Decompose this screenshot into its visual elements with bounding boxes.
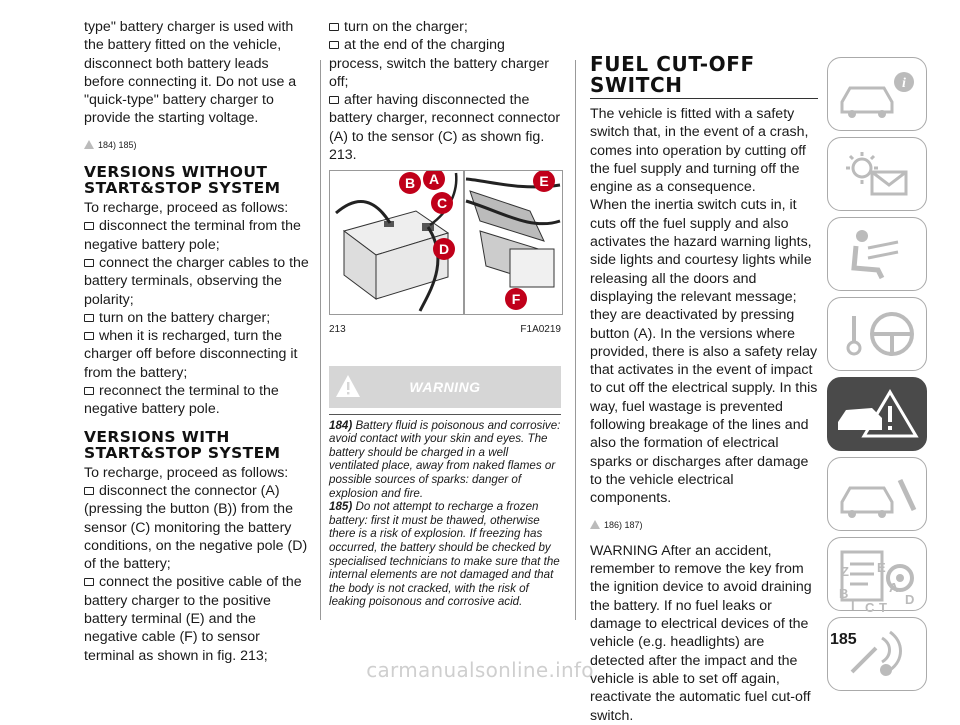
checkbox-bullet-icon bbox=[329, 41, 339, 49]
paragraph: WARNING After an accident, remember to remove the key from the ignition device to avoid draining the battery. If no fuel leaks or damage to electrical devices of the vehicle (e.g. headlights) are detected after the impact and the vehicle is able to set off again, reactivate the automatic fuel cut-off switch. bbox=[590, 542, 812, 724]
checkbox-bullet-icon bbox=[84, 387, 94, 395]
list-item bbox=[84, 482, 312, 573]
callout-d-label: D bbox=[438, 241, 450, 258]
index-letter: A bbox=[889, 580, 899, 595]
column-1 bbox=[84, 18, 312, 665]
figure-number: 213 bbox=[329, 324, 346, 336]
footer-watermark: carmanualsonline.info bbox=[366, 658, 594, 682]
paragraph: The vehicle is fitted with a safety switch that, in the event of a crash, comes into operation by cutting off the fuel supply and turning off the engine as a consequence. bbox=[590, 106, 809, 196]
steps-list-3 bbox=[329, 18, 561, 164]
warning-item bbox=[329, 419, 561, 501]
callout-b bbox=[399, 172, 421, 194]
list-item bbox=[329, 18, 561, 36]
callout-e-label: E bbox=[539, 173, 549, 190]
tab-warning-lights[interactable] bbox=[827, 137, 927, 211]
checkbox-bullet-icon bbox=[84, 259, 94, 267]
list-item-text: connect the charger cables to the battery terminals, observing the polarity; bbox=[84, 254, 309, 308]
checkbox-bullet-icon bbox=[84, 332, 94, 340]
index-letter: T bbox=[879, 600, 887, 615]
charger-clamps-drawing bbox=[466, 179, 560, 287]
steps-list-1 bbox=[84, 217, 312, 418]
callout-e bbox=[533, 171, 555, 192]
page-number: 185 bbox=[830, 631, 857, 648]
warning-refs-text: 184) 185) bbox=[98, 139, 137, 150]
column-divider bbox=[575, 60, 576, 620]
tab-index[interactable] bbox=[827, 560, 927, 615]
list-item-text: turn on the battery charger; bbox=[99, 309, 271, 326]
heading-text: FUEL CUT-OFF SWITCH bbox=[590, 54, 818, 99]
list-item bbox=[84, 254, 312, 309]
callout-a bbox=[423, 171, 445, 190]
callout-f-label: F bbox=[511, 291, 521, 308]
figure-code: F1A0219 bbox=[520, 324, 561, 336]
tab-key-steering[interactable] bbox=[827, 297, 927, 371]
column-2 bbox=[329, 18, 561, 609]
list-item bbox=[84, 327, 312, 382]
car-emergency-icon bbox=[828, 378, 927, 451]
car-info-icon bbox=[828, 58, 927, 131]
warning-references bbox=[84, 136, 312, 154]
tab-emergency[interactable] bbox=[827, 377, 927, 451]
list-item-text: reconnect the terminal to the negative battery pole. bbox=[84, 383, 279, 418]
warning-number: 185) bbox=[329, 500, 353, 514]
list-item bbox=[329, 36, 561, 91]
index-letter: B bbox=[839, 586, 849, 601]
seat-airbag-icon bbox=[828, 218, 927, 291]
section-heading-with-startstop: VERSIONS WITH START&STOP SYSTEM bbox=[84, 427, 281, 462]
checkbox-bullet-icon bbox=[329, 23, 339, 31]
tab-seats-airbag[interactable] bbox=[827, 217, 927, 291]
index-letter: I bbox=[851, 598, 855, 613]
checkbox-bullet-icon bbox=[84, 487, 94, 495]
warning-item-text: Battery fluid is poisonous and corrosive: avoid contact with your skin and eyes. The battery should be charged in a well ventilated place, away from naked flames or possible sources of sparks: danger of explosion and fire. bbox=[329, 418, 561, 500]
list-item-text: disconnect the connector (A) (pressing the button (B)) from the sensor (C) monitoring the battery conditions, on the negative pole (D) of the battery; bbox=[84, 482, 308, 573]
index-letter: E bbox=[877, 560, 886, 575]
list-item bbox=[84, 573, 312, 664]
callout-c-label: C bbox=[436, 195, 448, 212]
tab-car-info[interactable] bbox=[827, 57, 927, 131]
list-item bbox=[329, 91, 561, 164]
intro-paragraph: type" battery charger is used with the battery fitted on the vehicle, disconnect both battery leads before connecting it. Do not use a "quick-type" battery charger to provide the starting voltage. bbox=[84, 19, 297, 127]
warning-banner bbox=[329, 366, 561, 408]
figure-caption bbox=[329, 321, 561, 339]
paragraph: When the inertia switch cuts in, it cuts off the fuel supply and also activates the hazard warning lights, side lights and courtesy lights while releasing all the doors and displaying the relevant message; they are deactivated by pressing button (A). In the versions where provided, there is also a safety relay that activates in the event of impact to cut off the electrical supply. In this way, fuel wastage is prevented following breakage of the lines and also the formation of electrical sparks or discharges after damage to the vehicle electrical components. bbox=[590, 197, 818, 507]
index-letter: D bbox=[905, 592, 915, 607]
checkbox-bullet-icon bbox=[84, 314, 94, 322]
list-item bbox=[84, 382, 312, 419]
index-letter: C bbox=[865, 600, 875, 615]
warning-item-text: Do not attempt to recharge a frozen battery: first it must be thawed, otherwise there is a risk of explosion. If freezing has occurred, the battery should be checked by specialised technicians to make sure that the internal elements are not damaged and that the body is not cracked, with the risk of leaking poisonous and corrosive acid. bbox=[329, 500, 560, 609]
battery-figure bbox=[329, 170, 563, 315]
list-item bbox=[84, 217, 312, 254]
list-item-text: turn on the charger; bbox=[344, 19, 468, 35]
callout-a-label: A bbox=[428, 171, 440, 188]
tab-car-service[interactable] bbox=[827, 457, 927, 531]
car-service-icon bbox=[828, 458, 927, 531]
section-heading-fuel-cutoff bbox=[590, 54, 818, 99]
checkbox-bullet-icon bbox=[84, 222, 94, 230]
list-item-text: after having disconnected the battery charger, reconnect connector (A) to the sensor (C) as shown fig. 213. bbox=[329, 92, 561, 164]
callout-f bbox=[505, 288, 527, 310]
warning-item bbox=[329, 500, 561, 609]
list-item-text: disconnect the terminal from the negative battery pole; bbox=[84, 218, 301, 253]
svg-text:i: i bbox=[902, 76, 906, 91]
list-item-text: connect the positive cable of the battery charger to the positive battery terminal (E) and the negative cable (F) to sensor terminal as shown in fig. 213; bbox=[84, 574, 302, 664]
list-item bbox=[84, 309, 312, 327]
warning-triangle-icon bbox=[84, 140, 94, 149]
column-3 bbox=[590, 18, 818, 725]
checkbox-bullet-icon bbox=[329, 96, 339, 104]
column-divider bbox=[320, 60, 321, 620]
battery-illustration bbox=[330, 171, 562, 314]
list-item-text: when it is recharged, turn the charger off before disconnecting it from the battery; bbox=[84, 328, 298, 381]
section-heading-without-startstop: VERSIONS WITHOUT START&STOP SYSTEM bbox=[84, 163, 281, 198]
steps-list-2 bbox=[84, 482, 312, 665]
section-lead: To recharge, proceed as follows: bbox=[84, 200, 289, 217]
list-item-text: at the end of the charging process, switch the battery charger off; bbox=[329, 37, 550, 90]
callout-b-label: B bbox=[404, 175, 416, 192]
warning-triangle-icon bbox=[590, 520, 600, 529]
callout-d bbox=[433, 238, 455, 260]
index-letter: Z bbox=[841, 564, 849, 579]
warning-references bbox=[590, 516, 818, 534]
checkbox-bullet-icon bbox=[84, 578, 94, 586]
callout-c bbox=[431, 192, 453, 214]
warning-lights-icon bbox=[828, 138, 927, 211]
warning-label: WARNING bbox=[409, 378, 481, 395]
warning-refs-text: 186) 187) bbox=[604, 519, 643, 530]
warning-text bbox=[329, 414, 561, 609]
key-steering-icon bbox=[828, 298, 927, 371]
section-lead: To recharge, proceed as follows: bbox=[84, 464, 289, 481]
warning-number: 184) bbox=[329, 418, 353, 432]
